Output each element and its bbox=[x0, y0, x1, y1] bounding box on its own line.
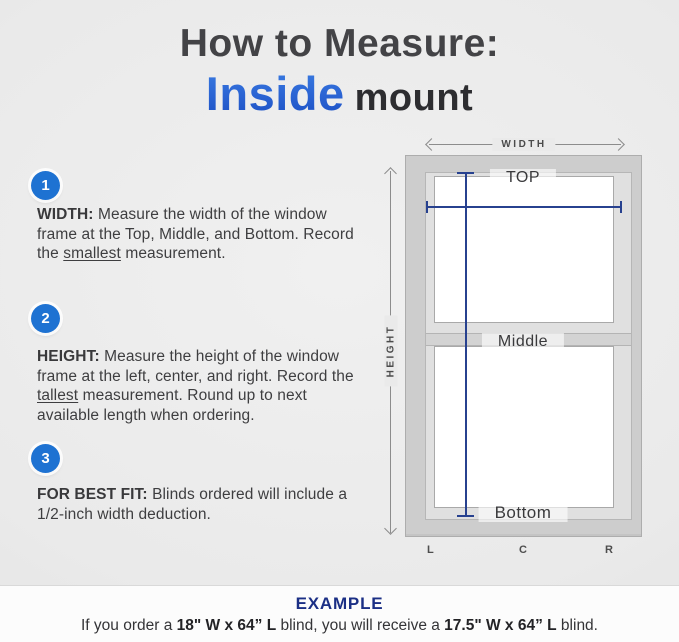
step-1-text bbox=[37, 205, 359, 264]
step-3-label: FOR BEST FIT: bbox=[37, 486, 148, 503]
step-2-body: Measure the height of the window frame at the left, center, and right. Record the bbox=[37, 348, 354, 385]
example-ordered-size: 18" W x 64” L bbox=[176, 617, 277, 634]
step-2-underlined-word: tallest bbox=[37, 387, 79, 404]
step-3-text bbox=[37, 485, 377, 524]
step-3-body: Blinds ordered will include a 1/2-inch width deduction. bbox=[37, 486, 348, 523]
step-2-text bbox=[37, 347, 359, 425]
title-line-1: How to Measure: bbox=[179, 22, 500, 65]
top-position-label: TOP bbox=[490, 169, 556, 187]
step-2-body-end: measurement. Round up to next available length when ordering. bbox=[37, 387, 307, 424]
marker-left: L bbox=[427, 544, 435, 556]
step-1-underlined-word: smallest bbox=[63, 245, 121, 262]
window-bottom-sash bbox=[434, 346, 614, 508]
arrow-down-icon bbox=[384, 522, 397, 535]
example-text-middle: blind, you will receive a bbox=[276, 617, 445, 634]
width-measure-tick-right bbox=[620, 201, 622, 213]
width-dimension-label: WIDTH bbox=[492, 138, 555, 151]
example-sentence bbox=[0, 617, 679, 635]
marker-center: C bbox=[519, 544, 528, 556]
example-received-size: 17.5" W x 64” L bbox=[444, 617, 557, 634]
step-3-badge bbox=[31, 444, 60, 473]
height-dimension-label: HEIGHT bbox=[385, 316, 398, 387]
height-measure-line bbox=[465, 173, 467, 517]
step-3-number: 3 bbox=[41, 450, 50, 467]
height-measure-tick-bottom bbox=[457, 515, 474, 517]
title-mount-word: mount bbox=[354, 77, 474, 119]
window-top-sash bbox=[434, 176, 614, 323]
height-measure-tick-top bbox=[457, 172, 474, 174]
arrow-up-icon bbox=[384, 167, 397, 180]
bottom-position-label: Bottom bbox=[479, 504, 568, 522]
step-1-label: WIDTH: bbox=[37, 206, 94, 223]
step-2-number: 2 bbox=[41, 310, 50, 327]
width-measure-line bbox=[427, 206, 622, 208]
marker-right: R bbox=[605, 544, 614, 556]
title-line-2 bbox=[0, 67, 679, 120]
title-mount-type: Inside bbox=[205, 67, 345, 120]
middle-position-label: Middle bbox=[482, 333, 564, 351]
step-1-number: 1 bbox=[41, 177, 50, 194]
example-section bbox=[0, 585, 679, 642]
example-text-prefix: If you order a bbox=[81, 617, 177, 634]
example-heading: EXAMPLE bbox=[295, 594, 384, 613]
example-text-suffix: blind. bbox=[556, 617, 598, 634]
step-2-label: HEIGHT: bbox=[37, 348, 100, 365]
width-measure-tick-left bbox=[426, 201, 428, 213]
step-1-body: Measure the width of the window frame at the Top, Middle, and Bottom. Record the bbox=[37, 206, 354, 262]
step-1-body-end: measurement. bbox=[120, 245, 226, 262]
arrow-right-icon bbox=[612, 138, 625, 151]
step-1-badge bbox=[31, 171, 60, 200]
arrow-left-icon bbox=[425, 138, 438, 151]
page-title bbox=[0, 22, 679, 120]
step-2-badge bbox=[31, 304, 60, 333]
